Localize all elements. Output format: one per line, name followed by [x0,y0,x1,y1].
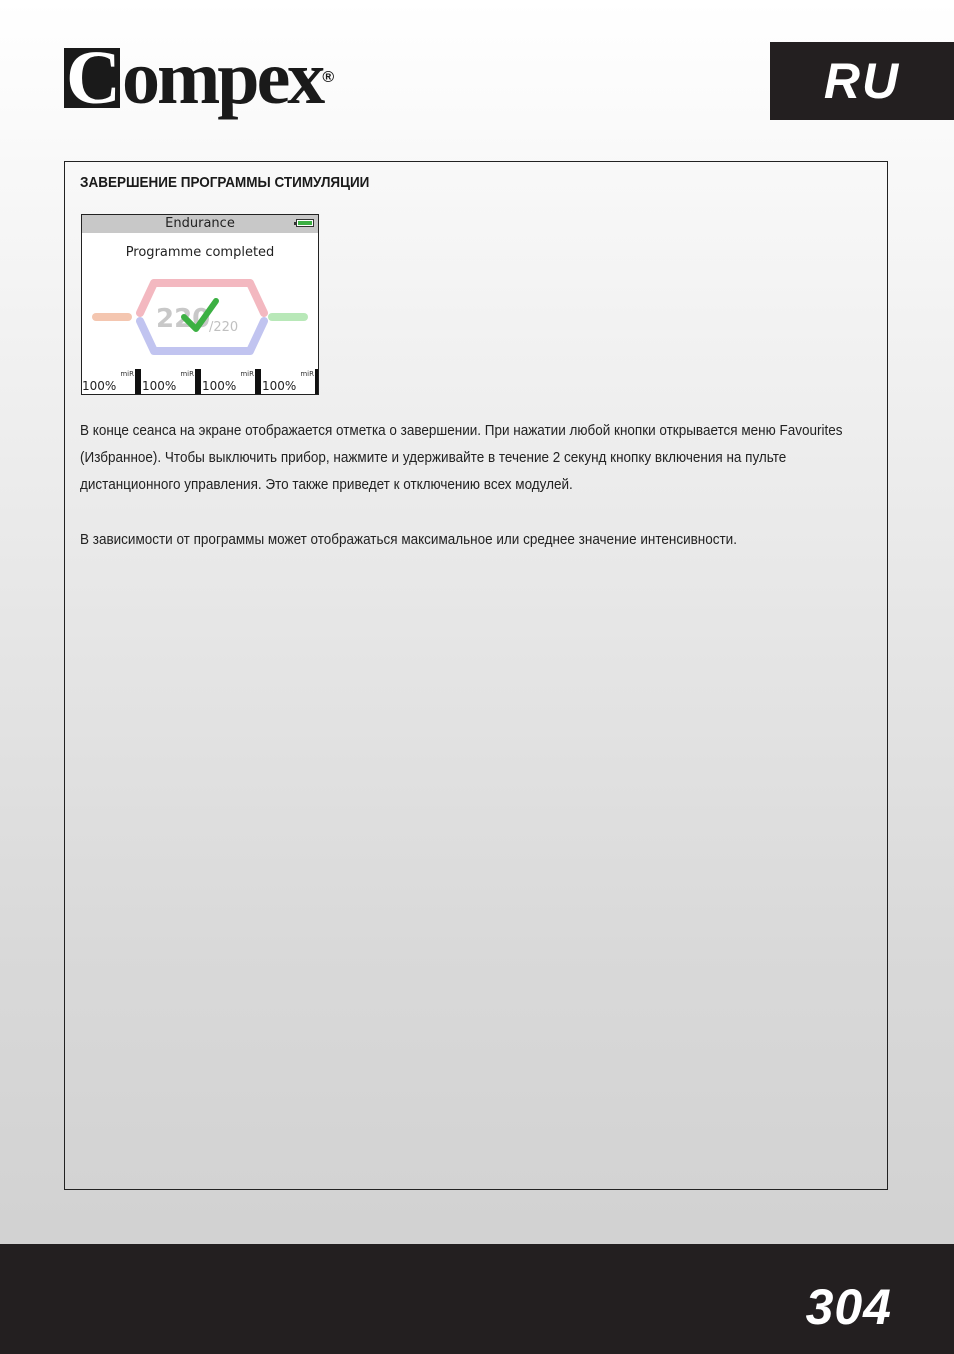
registered-mark: ® [322,69,335,86]
channel-bar [82,369,318,395]
channel-value: 100% [142,379,177,393]
footer-bar [0,1244,954,1354]
channel-label: miR [300,370,314,378]
screen-header [82,215,318,233]
channel-2 [142,369,202,395]
count-current: 220 [156,304,211,334]
channel-label: miR [240,370,254,378]
paragraph-completion: В конце сеанса на экране отображается отметка о завершении. При нажатии любой кнопки открывается меню Favourites (Избранное). Чтобы выключить прибор, нажмите и удерживайте в течение 2 секунд кнопку включения на пульте дистанционного управления. Это также приведет к отключению всех модулей. [80,422,843,493]
channel-level-bar [255,369,261,395]
channel-level-bar [195,369,201,395]
device-screen [81,214,319,395]
channel-3 [202,369,262,395]
channel-level-bar [315,369,319,395]
channel-label: miR [120,370,134,378]
section-heading: ЗАВЕРШЕНИЕ ПРОГРАММЫ СТИМУЛЯЦИИ [80,174,370,191]
channel-label: miR [180,370,194,378]
progress-gauge [82,271,319,371]
page-number: 304 [805,1279,892,1335]
battery-icon [296,219,314,227]
channel-4 [262,369,319,395]
logo-rest: ompex [122,36,323,120]
compex-logo [64,36,335,120]
battery-fill [298,221,312,225]
paragraph-intensity: В зависимости от программы может отображаться максимальное или среднее значение интенсивности. [80,531,737,548]
logo-first-letter: C [64,48,120,108]
count-total: /220 [209,320,239,335]
gauge-segment-right [268,313,308,321]
channel-1 [82,369,142,395]
language-badge: RU [770,42,954,120]
channel-level-bar [135,369,141,395]
status-text: Programme completed [125,245,275,260]
program-name: Endurance [165,216,235,231]
channel-value: 100% [202,379,237,393]
channel-value: 100% [262,379,297,393]
gauge-segment-left [92,313,132,321]
channel-value: 100% [82,379,117,393]
